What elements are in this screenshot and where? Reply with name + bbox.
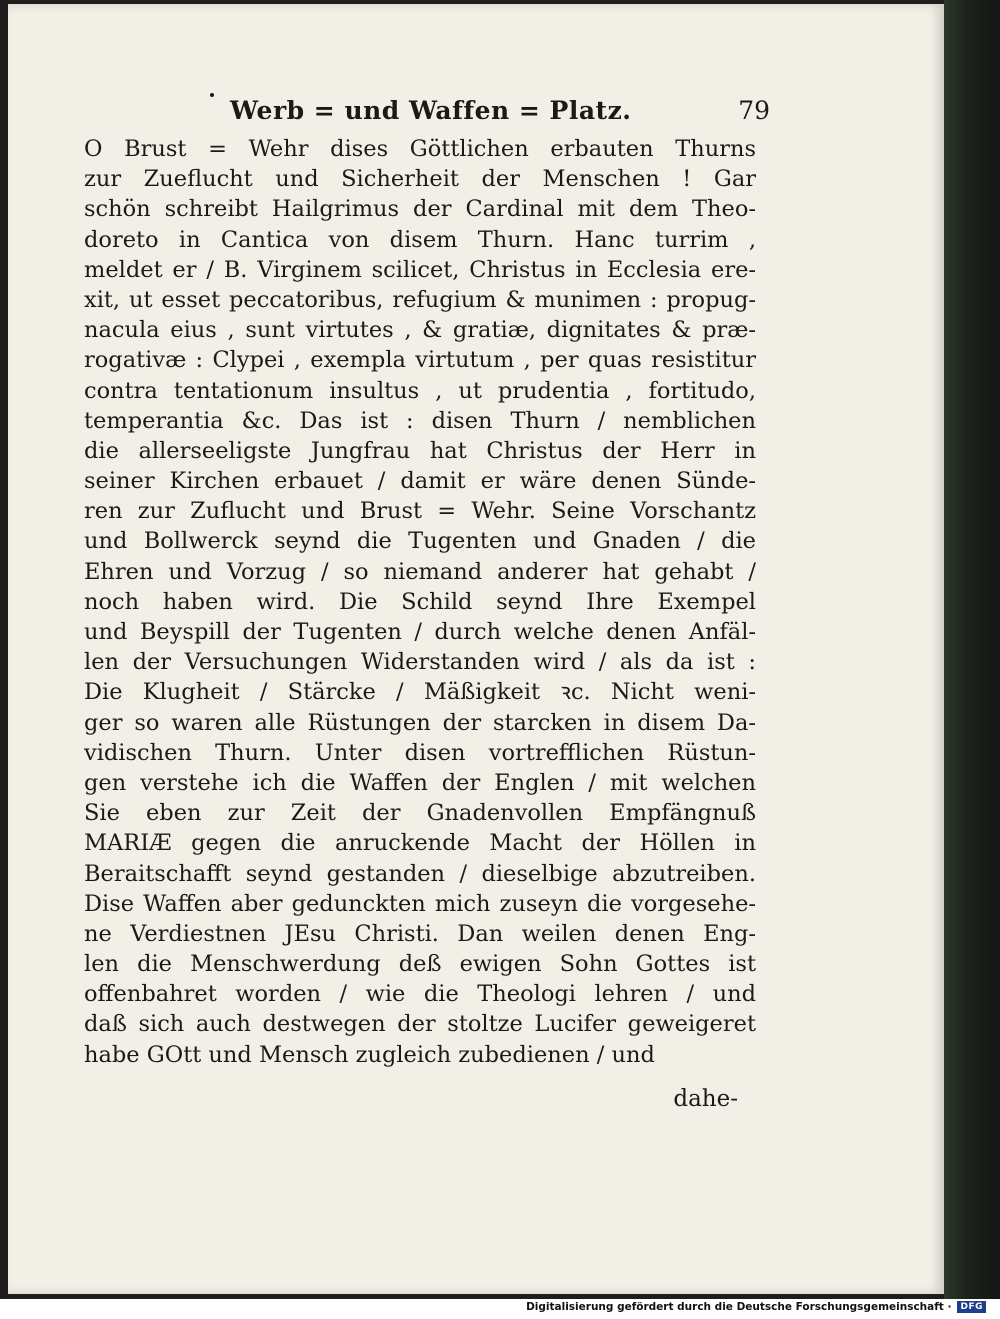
text-line: die allerseeligste Jungfrau hat Christus der Herr in xyxy=(84,437,756,464)
text-line: Die Klugheit / Stärcke / Mäßigkeit ꝛc. Nicht weni- xyxy=(84,679,756,706)
text-line: ne Verdiestnen JEsu Christi. Dan weilen denen Eng- xyxy=(84,920,756,947)
text-line: vidischen Thurn. Unter disen vortrefflichen Rüstun- xyxy=(84,739,756,766)
text-line: und Bollwerck seynd die Tugenten und Gnaden / die xyxy=(84,528,756,555)
text-line: rogativæ : Clypei , exempla virtutum , per quas resistitur xyxy=(84,347,756,374)
text-line: noch haben wird. Die Schild seynd Ihre Exempel xyxy=(84,588,756,615)
text-line: len der Versuchungen Widerstanden wird / als da ist : xyxy=(84,649,756,676)
text-line: O Brust = Wehr dises Göttlichen erbauten Thurns xyxy=(84,136,756,162)
text-line: xit, ut esset peccatoribus, refugium & munimen : propug- xyxy=(84,286,756,313)
running-head: Werb = und Waffen = Platz. xyxy=(230,96,632,125)
ink-dot xyxy=(210,93,214,97)
text-line: offenbahret worden / wie die Theologi lehren / und xyxy=(84,981,756,1008)
text-line: ren zur Zuflucht und Brust = Wehr. Seine Vorschantz xyxy=(84,498,756,525)
page-number: 79 xyxy=(738,96,770,125)
text-line: Ehren und Vorzug / so niemand anderer hat gehabt / xyxy=(84,558,756,585)
text-line: nacula eius , sunt virtutes , & gratiæ, dignitates & præ- xyxy=(84,317,756,344)
text-line: schön schreibt Hailgrimus der Cardinal mit dem Theo- xyxy=(84,196,756,223)
text-line: habe GOtt und Mensch zugleich zubedienen / und xyxy=(84,1041,655,1068)
text-line: len die Menschwerdung deß ewigen Sohn Gottes ist xyxy=(84,951,756,978)
text-line: Sie eben zur Zeit der Gnadenvollen Empfängnuß xyxy=(84,800,756,827)
text-line: Dise Waffen aber gedunckten mich zuseyn die vorgesehe- xyxy=(84,890,756,917)
footer-text: Digitalisierung gefördert durch die Deutsche Forschungsgemeinschaft · xyxy=(526,1301,952,1313)
text-line: ger so waren alle Rüstungen der starcken in disem Da- xyxy=(84,709,756,736)
footer xyxy=(526,1301,986,1313)
text-line: temperantia &c. Das ist : disen Thurn / nemblichen xyxy=(84,407,756,434)
text-line: MARIÆ gegen die anruckende Macht der Höllen in xyxy=(84,830,756,857)
page-header xyxy=(230,96,770,132)
text-line: daß sich auch destwegen der stoltze Lucifer geweigeret xyxy=(84,1011,756,1038)
catchword: dahe- xyxy=(673,1086,738,1112)
body-text xyxy=(84,134,756,1070)
text-line: Beraitschafft seynd gestanden / dieselbige abzutreiben. xyxy=(84,860,756,887)
text-line: zur Zueflucht und Sicherheit der Menschen ! Gar xyxy=(84,166,756,193)
dfg-logo: DFG xyxy=(957,1301,986,1313)
text-line: meldet er / B. Virginem scilicet, Christus in Ecclesia ere- xyxy=(84,256,756,283)
text-line: doreto in Cantica von disem Thurn. Hanc turrim , xyxy=(84,226,756,253)
text-line: und Beyspill der Tugenten / durch welche denen Anfäl- xyxy=(84,619,756,645)
text-line: gen verstehe ich die Waffen der Englen / mit welchen xyxy=(84,769,756,796)
text-line: contra tentationum insultus , ut prudentia , fortitudo, xyxy=(84,377,756,404)
text-line: seiner Kirchen erbauet / damit er wäre denen Sünde- xyxy=(84,468,756,495)
scan-edge-strip xyxy=(944,0,1000,1299)
